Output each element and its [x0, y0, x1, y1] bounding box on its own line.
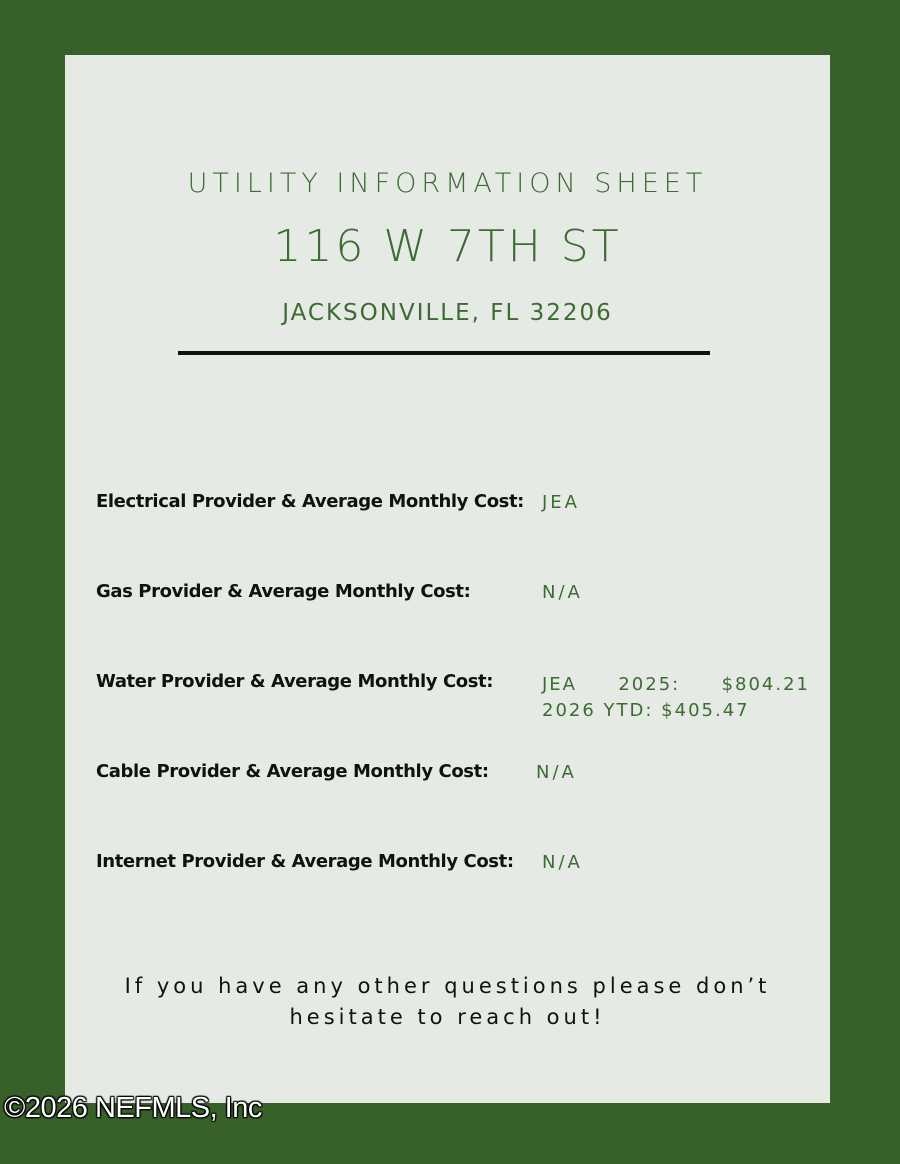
gas-label: Gas Provider & Average Monthly Cost:	[96, 581, 471, 602]
internet-value: N/A	[542, 852, 583, 873]
sheet-label: UTILITY INFORMATION SHEET	[187, 168, 708, 199]
water-value-line1	[542, 672, 810, 698]
divider-line	[178, 351, 710, 355]
water-provider: JEA	[542, 674, 577, 695]
water-value-line2: 2026 YTD: $405.47	[542, 700, 750, 721]
internet-label: Internet Provider & Average Monthly Cost:	[96, 851, 514, 872]
gas-value: N/A	[542, 582, 583, 603]
water-value	[542, 672, 810, 724]
cable-label: Cable Provider & Average Monthly Cost:	[96, 761, 489, 782]
closing-note: If you have any other questions please don’t hesitate to reach out!	[124, 974, 771, 1029]
address-street: 116 W 7TH ST	[273, 221, 622, 272]
copyright-watermark: ©2026 NEFMLS, Inc	[4, 1092, 262, 1124]
address-city: JACKSONVILLE, FL 32206	[282, 300, 613, 326]
cable-value: N/A	[536, 762, 577, 783]
utility-sheet-card	[65, 55, 830, 1103]
water-cost-2025: $804.21	[721, 674, 810, 695]
water-year-2025: 2025:	[618, 674, 681, 695]
electrical-value: JEA	[542, 492, 580, 513]
electrical-label: Electrical Provider & Average Monthly Cost:	[96, 491, 524, 512]
water-label: Water Provider & Average Monthly Cost:	[96, 671, 494, 692]
